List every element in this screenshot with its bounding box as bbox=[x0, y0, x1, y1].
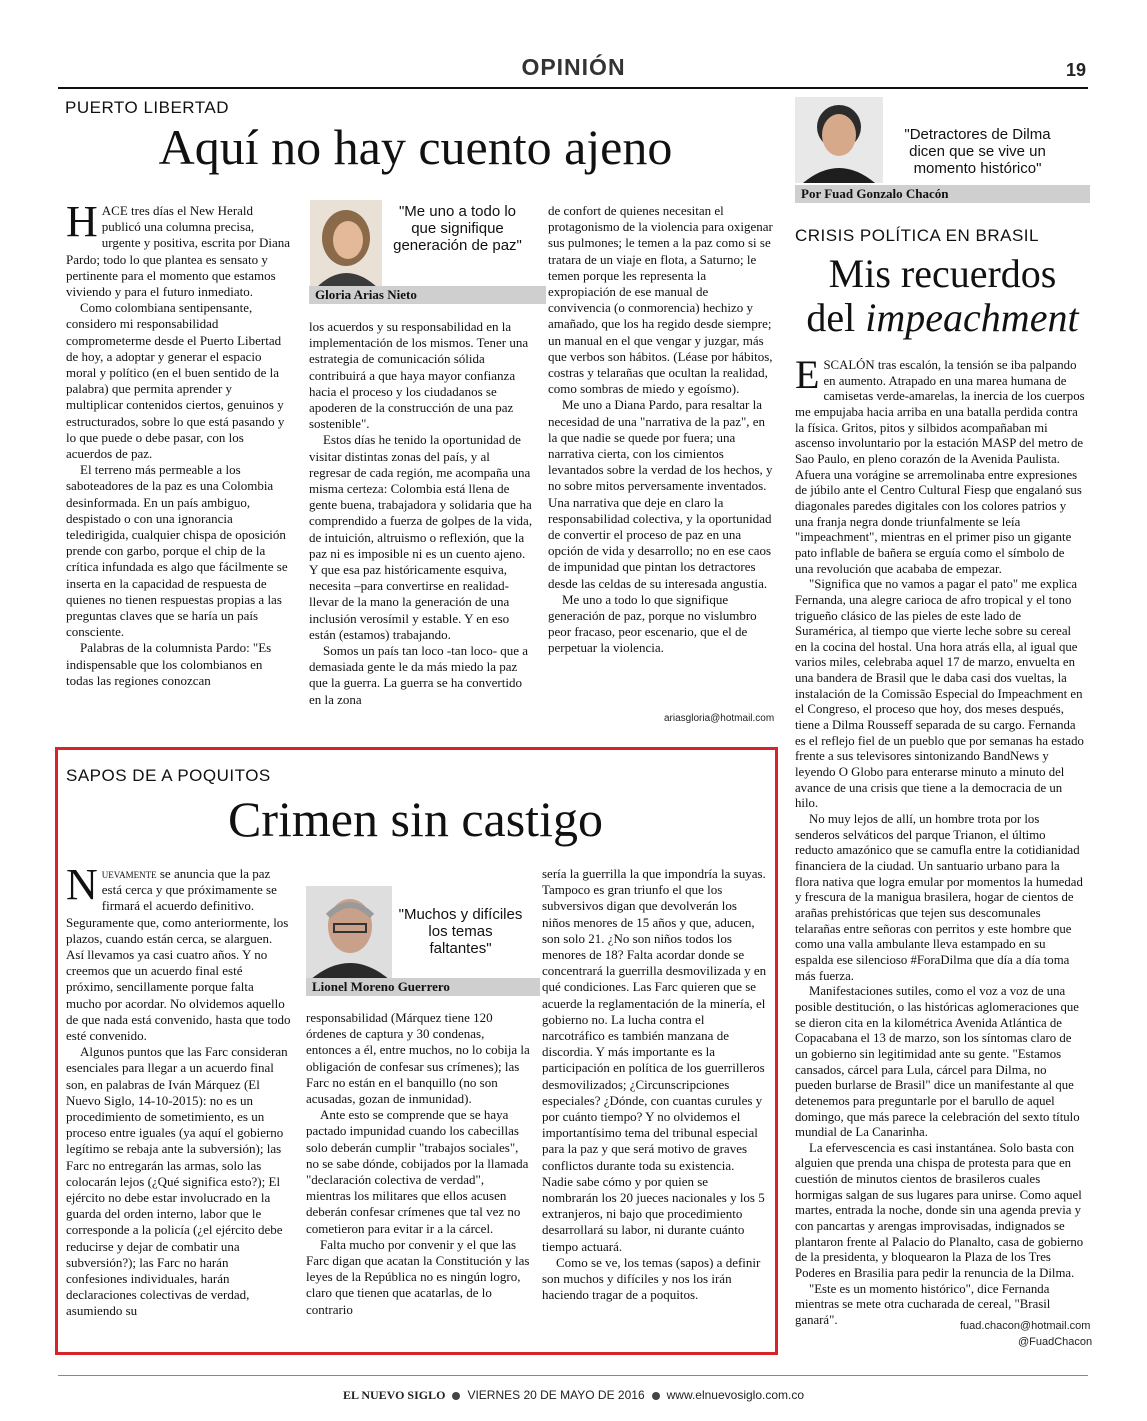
article2-kicker: CRISIS POLÍTICA EN BRASIL bbox=[795, 226, 1039, 245]
article1-column-3 bbox=[548, 203, 773, 657]
article1-email: ariasgloria@hotmail.com bbox=[664, 713, 775, 724]
article3-paragraph: Ante esto se comprende que se haya pactado impunidad cuando los cabecillas solo deberán cumplir "trabajos sociales", no se sabe dónde, cobijados por la llamada "declaración colectiva de verdad", mientras los militares que ellos acusen deberán confesar crímenes que tal vez no cometieron para evitar ir a la cárcel. bbox=[306, 1107, 529, 1236]
article3-paragraph: responsabilidad (Márquez tiene 120 órdenes de captura y 30 condenas, entonces a él, entre muchos, no lo cobija la obligación de confesar sus crímenes); las Farc no están en el banquillo (no son acusadas, gozan de inmunidad). bbox=[306, 1010, 530, 1107]
article1-paragraph: Como colombiana sentipensante, considero mi responsabilidad comprometerme desde el Puerto Libertad de hoy, a adoptar y generar el espacio moral y político (en el buen sentido de la palabra) que permita aprender y multiplicar contenidos ciertos, genuinos y estructurados, sobre lo que está pasando y lo que puede o debe pasar, con los acuerdos de paz. bbox=[66, 300, 285, 462]
article2-pull-quote: "Detractores de Dilma dicen que se vive un momento histórico" bbox=[904, 126, 1051, 177]
article2-paragraph: No muy lejos de allí, un hombre trota por los senderos selváticos del parque Trianon, el último reducto amazónico que se camufla entre la cotidianidad financiera de la ciudad. Un santuario urbano para la flora nativa que logra emular por momentos la humedad y frescura de la maniguа brasilera, hogar de cientos de arañas prehistóricas que tejen sus descomunales telarañas entre señoras con perritos y este hombre que como una valla ambulante lleva estampado en su espalda ese silencioso #ForaDilma que día a día toma más fuerza. bbox=[795, 812, 1083, 983]
article1-paragraph: Me uno a Diana Pardo, para resaltar la necesidad de una "narrativa de la paz", en la que nadie se quede por fuera; una narrativa cierta, con los cimientos levantados sobre la verdad de los hechos, y no sobre mitos perversamente inventados. Una narrativa que deje en claro la responsabilidad colectiva, y la oportunidad de convertir el proceso de paz en una opción de vida y desarrollo; no en ese caos de impunidad que pintan los detractores desde las celdas de su interesada angustia. bbox=[548, 397, 773, 591]
article1-column-1 bbox=[66, 197, 291, 689]
page-footer bbox=[0, 1388, 1147, 1403]
footer-website[interactable]: www.elnuevosiglo.com.co bbox=[666, 1388, 805, 1402]
article2-body bbox=[795, 352, 1085, 1329]
footer-date: VIERNES 20 DE MAYO DE 2016 bbox=[467, 1388, 645, 1402]
article1-pull-quote: "Me uno a todo lo que signifique generación de paz" bbox=[393, 203, 522, 254]
footer-brand: EL NUEVO SIGLO bbox=[342, 1388, 446, 1402]
article1-paragraph: Estos días he tenido la oportunidad de visitar distintas zonas del país, y al regresar de cada región, me acompaña una misma certeza: Colombia está llena de gente buena, trabajadora y solidaria que ha comprendido a fuerza de golpes de la vida, de intuición, altruismo o reflexión, que la paz ni es imposible ni es un cuento ajeno. Y que esa paz históricamente esquiva, necesita –para convertirse en realidad- llevar de la mano la generación de una inclusión verosímil y estable. Y en eso están (estamos) trabajando. bbox=[309, 432, 533, 642]
article1-paragraph: Somos un país tan loco -tan loco- que a demasiada gente le da más miedo la paz que la guerra. La guerra se ha convertido en la zona bbox=[309, 643, 529, 707]
article3-column-1 bbox=[66, 860, 291, 1320]
article2-paragraph: ESCALÓN tras escalón, la tensión se iba palpando en aumento. Atrapado en una marea humana de camisetas verde-amarelas, la inercia de los cuerpos me empujaba hacia arriba en una batalla perdida contra la física. Gritos, pitos y silbidos acompañaban mi ascenso involuntario por la estación MASP del metro de Sao Paulo, en pleno corazón de la Avenida Paulista. Afuera una vorágine se arremolinaba entre expresiones de júbilo ante el Centro Cultural Fiesp que engalanó sus diagonales paredes digitales con los colores patrios y una franja negra donde triunfalmente se leía "impeachment", mientras en el primer piso un gigante pato inflable de bañera se erguía como el símbolo de una revolución que acababa de empezar. bbox=[795, 352, 1085, 576]
article3-paragraph: sería la guerrilla la que impondría la suyas. Tampoco es gran triunfo el que los subversivos digan que devolverán los niños menores de 15 años y que, aducen, son solo 21. ¿No son niños todos los menores de 18? Falta acordar donde se concentrará la guerrilla desmovilizada y en qué condiciones. Las Farc quieren que se acuerde la reglamentación de la minería, el gobierno no. La lucha contra el narcotráfico es también manzana de discordia. Y más importante es la participación en política de los guerrilleros desmovilizados; ¿Circunscripciones especiales? ¿Dónde, con cuantas curules y por cuánto tiempo? Y no olvidemos el importantísimo tema del tribunal especial para la paz y que será motivo de graves conflictos durante toda su existencia. Nadie sabe cómo y por quien se nombrarán los 20 jueces nacionales y los 5 extranjeros, ni bajo que procedimiento desarrollará su labor, ni durante cuánto tiempo actuará. bbox=[542, 866, 767, 1254]
author-photo-fuad bbox=[795, 97, 883, 183]
article1-byline: Gloria Arias Nieto bbox=[309, 286, 546, 304]
lead-word: uevamente bbox=[101, 866, 160, 881]
bullet-icon bbox=[452, 1392, 460, 1400]
bullet-icon bbox=[652, 1392, 660, 1400]
dropcap: E bbox=[795, 352, 820, 397]
article1-paragraph: HACE tres días el New Herald publicó una columna precisa, urgente y positiva, escrita por Diana Pardo; todo lo que plantea es sensato y pertinente para el momento que estamos viviendo y para el futuro inmediato. bbox=[66, 197, 290, 300]
article1-paragraph: Me uno a todo lo que signifique generación de paz, porque no vislumbro peor fracaso, peor escenario, que el de perpetuar la violencia. bbox=[548, 591, 757, 656]
article1-paragraph: El terreno más permeable a los saboteadores de la paz es una Colombia desinformada. En un país ambiguo, despistado o con una ignorancia teledirigida, cualquier chispa de oposición prende con garbo, porque el chip de la crítica infundada es algo que fácilmente se inserta en la capacidad de respuesta de quienes no tienen respuestas propias a las preguntas claves que se haría un país consciente. bbox=[66, 462, 288, 640]
article1-paragraph: de confort de quienes necesitan el protagonismo de la violencia para oxigenar sus pulmones; le temen a la paz como si se tratara de un viaje en flota, a Saturno; le temen porque les representa la expropiación de ese manual de convivencia (o conmorencia) hechizo y amañado, que los ha regido desde siempre; un manual en el que vengar y juzgar, más que verbos son hábitos. (Léase por hábitos, costras y telarañas que ocultan la realidad, como sombras de miedo y egoísmo). bbox=[548, 203, 773, 397]
dropcap: N bbox=[66, 860, 98, 909]
article2-email: fuad.chacon@hotmail.com bbox=[960, 1320, 1091, 1332]
article2-headline: Mis recuerdos del impeachment bbox=[806, 251, 1079, 340]
article2-twitter: @FuadChacon bbox=[1018, 1336, 1093, 1348]
article3-paragraph: Nuevamente se anuncia que la paz está cerca y que próximamente se firmará el acuerdo definitivo. Seguramente que, como anteriormente, los plazos, cuando están cerca, se alarguen. Así llevamos ya casi cuatro años. Y no creemos que un acuerdo final esté próximo, sencillamente porque falta mucho por acordar. No olvidemos aquello de que nada está convenido, hasta que todo esté convenido. bbox=[66, 860, 291, 1044]
section-title: OPINIÓN bbox=[521, 54, 626, 80]
article3-kicker: SAPOS DE A POQUITOS bbox=[66, 766, 271, 785]
article1-headline: Aquí no hay cuento ajeno bbox=[158, 119, 673, 175]
dropcap: H bbox=[66, 197, 98, 246]
article3-column-3 bbox=[542, 866, 767, 1303]
article2-paragraph: La efervescencia es casi instantánea. Solo basta con alguien que prenda una chispa de protesta para que en cuestión de minutos cientos de brasileros cuales hormigas salgan de sus lugares para unirse. Como aquel martes, entrada la noche, donde sin una agenda previa y con pancartas y arengas improvisadas, indignados se plantaron frente al Palacio do Planalto, casa de gobierno de la presidenta, y bloquearon la Plaza de los Tres Poderes en Brasilia para pedir la renuncia de la Dilma. bbox=[795, 1140, 1084, 1281]
author-photo-gloria bbox=[310, 200, 382, 288]
author-photo-lionel bbox=[306, 886, 392, 980]
article2-byline: Por Fuad Gonzalo Chacón bbox=[795, 185, 1090, 203]
article2-paragraph: "Significa que no vamos a pagar el pato" me explica Fernanda, una alegre carioca de afro tropical y el tono trigueño clásico de las pieles de este lado de Suramérica, al tiempo que vierte leche sobre su cereal en la cocina del hostal. Una hora atrás ella, al igual que varios miles, celebraba aquel 17 de marzo, envuelta en una bandera de Brasil que le daba casi dos vueltas, la instalación de la Comissão Especial do Impeachment en el Congreso, el proceso que hoy, dos meses después, tiene a Dilma Rousseff separada de su cargo. Fernanda es el reflejo fiel de un pueblo que por semanas ha estado frente a sus televisores sintonizando BandNews y leyendo O Globo para enterarse minuto a minuto del avance de una crisis que tiene a la democracia de un hilo. bbox=[795, 577, 1084, 811]
article1-paragraph: los acuerdos y su responsabilidad en la implementación de los mismos. Tener una estrategia de comunicación sólida contribuirá a que haya mayor confianza hacia el proceso y los ciudadanos se apoderen de la construcción de una paz sostenible". bbox=[309, 319, 529, 432]
article2-paragraph: "Este es un momento histórico", dice Fernanda mientras se mete otra cucharada de cereal, "Brasil ganará". bbox=[795, 1281, 1051, 1328]
article3-byline: Lionel Moreno Guerrero bbox=[306, 978, 540, 996]
article1-kicker: PUERTO LIBERTAD bbox=[65, 98, 230, 117]
article1-column-2 bbox=[309, 319, 534, 708]
footer-rule bbox=[58, 1375, 1088, 1376]
article3-paragraph: Como se ve, los temas (sapos) a definir son muchos y difíciles y nos los irán haciendo tragar de a poquitos. bbox=[542, 1254, 761, 1303]
header-rule bbox=[58, 87, 1088, 89]
article3-pull-quote: "Muchos y difíciles los temas faltantes" bbox=[398, 906, 523, 957]
article1-paragraph: Palabras de la columnista Pardo: "Es indispensable que los colombianos en todas las regiones conozcan bbox=[66, 640, 272, 688]
article3-column-2 bbox=[306, 1010, 531, 1318]
page-number: 19 bbox=[1066, 60, 1087, 80]
article3-paragraph: Algunos puntos que las Farc consideran esenciales para llegar a un acuerdo final son, en palabras de Iván Márquez (El Nuevo Siglo, 14-10-2015): no es un procedimiento de sometimiento, es un proceso entre iguales (ya aquí el gobierno legítimo se rebaja ante la subversión); las Farc no entregarán las armas, solo las colocarán lejos (¿Qué significa esto?); El ejército no debe estar involucrado en la guarda del orden interno, labor que le corresponde a la policía (¿el ejército debe reducirse y dejar de combatir una subversión?); las Farc no harán confesiones individuales, harán declaraciones colectivas de verdad, asumiendo su bbox=[66, 1044, 288, 1319]
article2-paragraph: Manifestaciones sutiles, como el voz a voz de una posible destitución, o las históricas aglomeraciones que se dieron cita en la kilométrica Avenida Atlántica de Copacabana el 13 de marzo, son los síntomas claro de un gobierno sin legitimidad ante su gente. "Estamos cansados, cárcel para Lula, cárcel para Dilma, no pueden burlarse de Brasil" dice un manifestante al que detenemos para preguntarle por el barullo de aquel domingo, que más parece la celebración del sexto título mundial de La Canarinha. bbox=[795, 984, 1080, 1140]
article3-headline: Crimen sin castigo bbox=[228, 791, 603, 847]
article3-paragraph: Falta mucho por convenir y el que las Farc digan que acatan la Constitución y las leyes de la República no es ningún logro, claro que tienen que acatarlas, de lo contrario bbox=[306, 1236, 530, 1317]
